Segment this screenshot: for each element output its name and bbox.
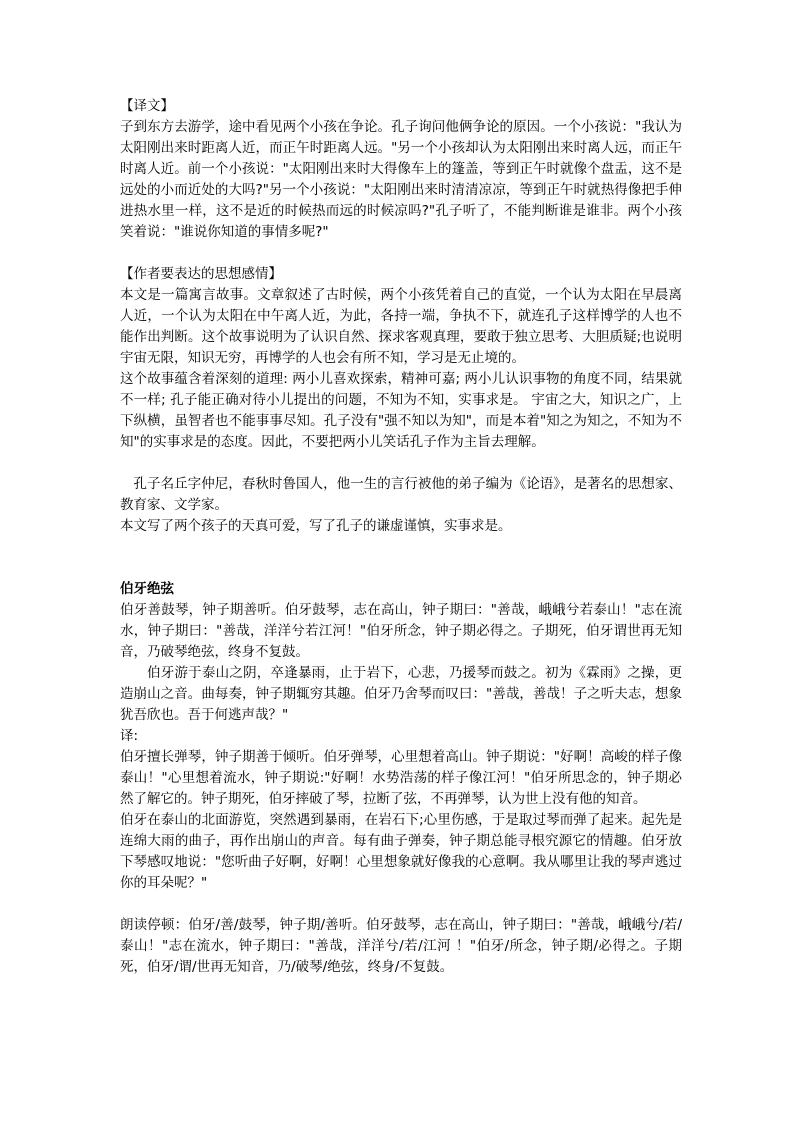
spacer	[120, 453, 682, 474]
theme-paragraph-1: 本文是一篇寓言故事。文章叙述了古时候，两个小孩凭着自己的直觉，一个认为太阳在早晨离人近，一个认为太阳在中午离人近，为此，各持一端，争执不下，就连孔子这样博学的人也不能作出判断。这个故事说明为了认识自然、探求客观真理，要敢于独立思考、大胆质疑;也说明宇宙无限，知识无穷，再博学的人也会有所不知，学习是无止境的。	[120, 287, 682, 366]
translation-body: 子到东方去游学，途中看见两个小孩在争论。孔子询问他俩争论的原因。一个小孩说："我认为太阳刚出来时距离人近，而正午时距离人远。"另一个小孩却认为太阳刚出来时离人远，而正午时离人近。前一个小孩说："太阳刚出来时大得像车上的篷盖，等到正午时就像个盘盂，这不是远处的小而近处的大吗?"另一个小孩说："太阳刚出来时清清凉凉，等到正午时就热得像把手伸进热水里一样，这不是近的时候热而远的时候凉吗?"孔子听了，不能判断谁是谁非。两个小孩笑着说："谁说你知道的事情多呢?"	[120, 119, 682, 240]
theme-heading: 【作者要表达的思想感情】	[120, 266, 282, 282]
original-text-1: 伯牙善鼓琴，钟子期善听。伯牙鼓琴，志在高山，钟子期曰："善哉，峨峨兮若泰山！"志在流水，钟子期曰："善哉，洋洋兮若江河！"伯牙所念，钟子期必得之。子期死，伯牙谓世再无知音，乃破琴绝弦，终身不复鼓。	[120, 602, 682, 660]
spacer	[120, 558, 682, 579]
poem-title: 伯牙绝弦	[120, 581, 174, 597]
document-page	[120, 96, 682, 978]
translation-heading: 【译文】	[120, 98, 174, 114]
translation-label: 译:	[120, 728, 139, 744]
spacer	[120, 537, 682, 558]
spacer	[120, 894, 682, 915]
modern-translation-1: 伯牙擅长弹琴，钟子期善于倾听。伯牙弹琴，心里想着高山。钟子期说："好啊！高峻的样子像泰山！"心里想着流水，钟子期说:"好啊！水势浩荡的样子像江河！"伯牙所思念的，钟子期必然了解它的。钟子期死，伯牙摔破了琴，拉断了弦，不再弹琴，认为世上没有他的知音。	[120, 749, 682, 807]
reading-pauses: 朗读停顿：伯牙/善/鼓琴，钟子期/善听。伯牙鼓琴，志在高山，钟子期曰："善哉，峨峨兮/若/泰山！"志在流水，钟子期曰："善哉，洋洋兮/若/江河 ！"伯牙/所念，钟子期/必得之。子期死，伯牙/谓/世再无知音，乃/破琴/绝弦，终身/不复鼓。	[120, 917, 682, 975]
original-text-2: 伯牙游于泰山之阴，卒逢暴雨，止于岩下，心悲，乃援琴而鼓之。初为《霖雨》之操，更造崩山之音。曲每奏，钟子期辄穷其趣。伯牙乃舍琴而叹曰："善哉，善哉！子之听夫志，想象犹吾欣也。吾于何逃声哉？"	[120, 665, 682, 723]
modern-translation-2: 伯牙在泰山的北面游览，突然遇到暴雨，在岩石下;心里伤感，于是取过琴而弹了起来。起先是连绵大雨的曲子，再作出崩山的声音。每有曲子弹奏，钟子期总能寻根究源它的情趣。伯牙放下琴感叹地说："您听曲子好啊，好啊！心里想象就好像我的心意啊。我从哪里让我的琴声逃过你的耳朵呢？"	[120, 812, 682, 891]
confucius-intro: 孔子名丘字仲尼，春秋时鲁国人，他一生的言行被他的弟子编为《论语》，是著名的思想家、教育家、文学家。	[120, 476, 682, 513]
summary-sentence: 本文写了两个孩子的天真可爱，写了孔子的谦虚谨慎，实事求是。	[120, 518, 512, 534]
theme-paragraph-2: 这个故事蕴含着深刻的道理: 两小儿喜欢探索，精神可嘉; 两小儿认识事物的角度不同，结果就不一样; 孔子能正确对待小儿提出的问题，不知为不知，实事求是。 宇宙之大，知识之广，上下纵横，虽智者也不能事事尽知。孔子没有"强不知以为知"，而是本着"知之为知之，不知为不知"的实事求是的态度。因此，不要把两小儿笑话孔子作为主旨去理解。	[120, 371, 682, 450]
spacer	[120, 243, 682, 264]
